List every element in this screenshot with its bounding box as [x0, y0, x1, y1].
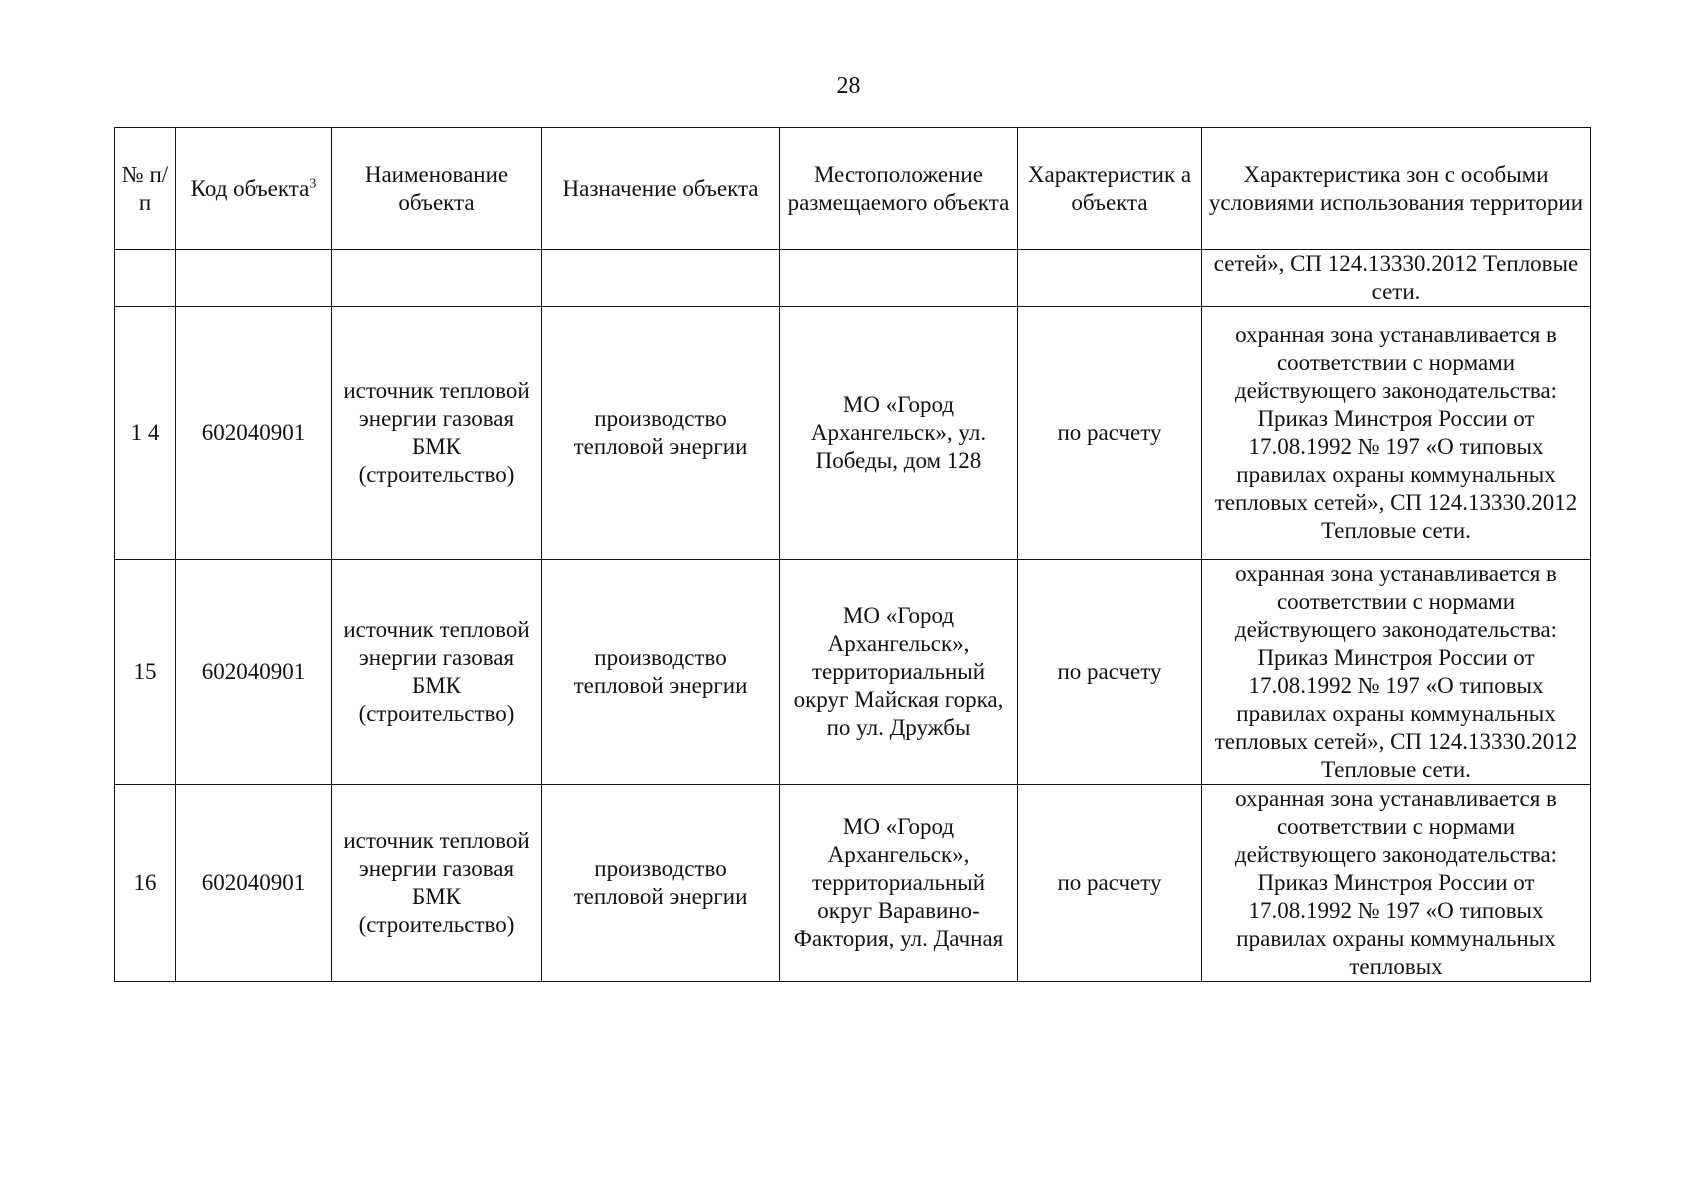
header-purpose: Назначение объекта [542, 128, 780, 250]
header-characteristic: Характеристик а объекта [1018, 128, 1202, 250]
cell-zones: охранная зона устанавливается в соответствии с нормами действующего законодательства: Приказ Минстроя России от 17.08.1992 № 197 «О типовых правилах охраны коммунальных тепловых сетей», СП 124.13330.2012 Тепловые сети. [1202, 560, 1591, 785]
header-code [176, 128, 332, 250]
cell-num: 15 [115, 560, 176, 785]
header-code-footnote: 3 [309, 175, 317, 191]
cell-location: МО «Город Архангельск», территориальный округ Майская горка, по ул. Дружбы [780, 560, 1018, 785]
header-name: Наименование объекта [332, 128, 542, 250]
cell-zones: сетей», СП 124.13330.2012 Тепловые сети. [1202, 250, 1591, 307]
cell-purpose: производство тепловой энергии [542, 560, 780, 785]
cell-location: МО «Город Архангельск», ул. Победы, дом 128 [780, 307, 1018, 560]
cell-code [176, 250, 332, 307]
table-row [115, 785, 1591, 982]
cell-characteristic: по расчету [1018, 785, 1202, 982]
cell-purpose [542, 250, 780, 307]
cell-location: МО «Город Архангельск», территориальный округ Варавино-Фактория, ул. Дачная [780, 785, 1018, 982]
objects-table [114, 127, 1591, 982]
cell-name: источник тепловой энергии газовая БМК (строительство) [332, 560, 542, 785]
table-header-row [115, 128, 1591, 250]
table-row [115, 560, 1591, 785]
header-zones: Характеристика зон с особыми условиями использования территории [1202, 128, 1591, 250]
cell-code: 602040901 [176, 307, 332, 560]
header-num: № п/п [115, 128, 176, 250]
cell-location [780, 250, 1018, 307]
cell-zones: охранная зона устанавливается в соответствии с нормами действующего законодательства: Приказ Минстроя России от 17.08.1992 № 197 «О типовых правилах охраны коммунальных тепловых [1202, 785, 1591, 982]
cell-purpose: производство тепловой энергии [542, 307, 780, 560]
cell-name: источник тепловой энергии газовая БМК (строительство) [332, 307, 542, 560]
cell-code: 602040901 [176, 785, 332, 982]
cell-characteristic: по расчету [1018, 560, 1202, 785]
cell-purpose: производство тепловой энергии [542, 785, 780, 982]
cell-code: 602040901 [176, 560, 332, 785]
cell-characteristic [1018, 250, 1202, 307]
table-row [115, 307, 1591, 560]
cell-name [332, 250, 542, 307]
cell-num [115, 250, 176, 307]
cell-characteristic: по расчету [1018, 307, 1202, 560]
cell-num: 1 4 [115, 307, 176, 560]
page-number: 28 [836, 73, 861, 99]
cell-name: источник тепловой энергии газовая БМК (строительство) [332, 785, 542, 982]
cell-zones: охранная зона устанавливается в соответствии с нормами действующего законодательства: Приказ Минстроя России от 17.08.1992 № 197 «О типовых правилах охраны коммунальных тепловых сетей», СП 124.13330.2012 Тепловые сети. [1202, 307, 1591, 560]
header-location: Местоположение размещаемого объекта [780, 128, 1018, 250]
table-row-continuation [115, 250, 1591, 307]
cell-num: 16 [115, 785, 176, 982]
header-code-label: Код объекта [190, 175, 310, 201]
